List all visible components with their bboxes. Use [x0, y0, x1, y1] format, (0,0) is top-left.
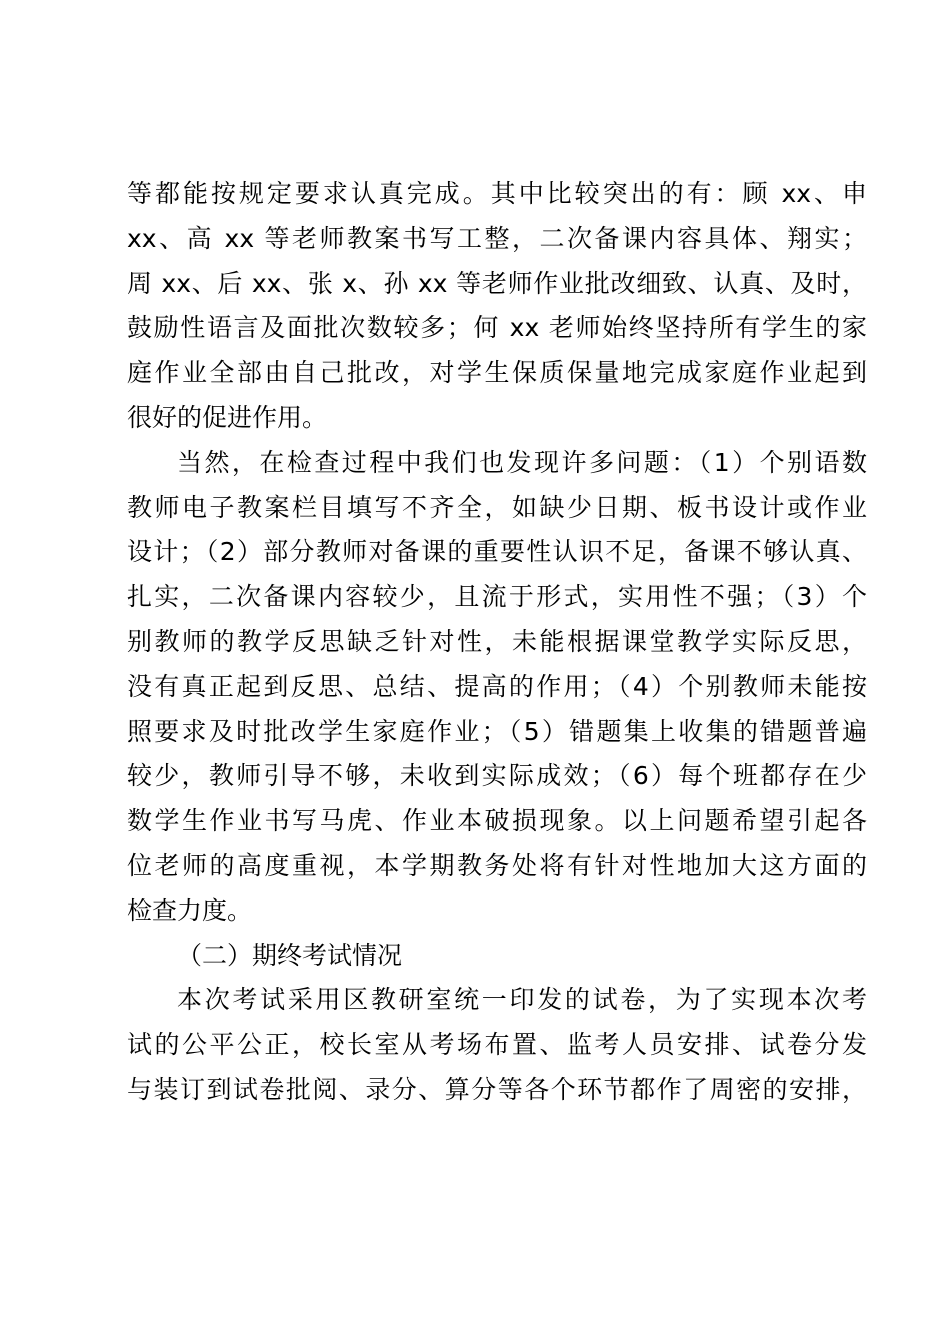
text-line: 数学生作业书写马虎、作业本破损现象。以上问题希望引起各: [127, 806, 867, 836]
text-line: 试的公平公正，校长室从考场布置、监考人员安排、试卷分发: [127, 1030, 867, 1060]
paragraph-exam-arrangement: [127, 978, 867, 1112]
text-line: 庭作业全部由自己批改，对学生保质保量地完成家庭作业起到: [127, 358, 867, 388]
text-line: 鼓励性语言及面批次数较多；何 xx 老师始终坚持所有学生的家: [127, 313, 867, 343]
section-heading-final-exam: [127, 934, 867, 979]
text-line: 较少，教师引导不够，未收到实际成效；（6）每个班都存在少: [127, 761, 867, 791]
document-body: [127, 172, 867, 1113]
section-heading: （二）期终考试情况: [177, 940, 403, 970]
text-line: 本次考试采用区教研室统一印发的试卷，为了实现本次考: [177, 985, 867, 1015]
text-line: 当然，在检查过程中我们也发现许多问题：（1）个别语数: [177, 447, 867, 477]
text-line: 位老师的高度重视，本学期教务处将有针对性地加大这方面的: [127, 850, 867, 880]
text-line: 检查力度。: [127, 895, 253, 925]
text-line: 照要求及时批改学生家庭作业；（5）错题集上收集的错题普遍: [127, 716, 867, 746]
text-line: 没有真正起到反思、总结、提高的作用；（4）个别教师未能按: [127, 671, 867, 701]
text-line: 设计；（2）部分教师对备课的重要性认识不足，备课不够认真、: [127, 537, 867, 567]
paragraph-problems-found: [127, 441, 867, 934]
text-line: 教师电子教案栏目填写不齐全，如缺少日期、板书设计或作业: [127, 492, 867, 522]
text-line: 等都能按规定要求认真完成。其中比较突出的有：顾 xx、申: [127, 179, 867, 208]
text-line: xx、高 xx 等老师教案书写工整，二次备课内容具体、翔实；: [127, 223, 867, 253]
paragraph-teacher-highlights: [127, 172, 867, 441]
text-line: 周 xx、后 xx、张 x、孙 xx 等老师作业批改细致、认真、及时，: [127, 268, 867, 298]
text-line: 与装订到试卷批阅、录分、算分等各个环节都作了周密的安排，: [127, 1074, 867, 1104]
text-line: 很好的促进作用。: [127, 402, 328, 432]
text-line: 扎实，二次备课内容较少，且流于形式，实用性不强；（3）个: [127, 582, 867, 612]
text-line: 别教师的教学反思缺乏针对性，未能根据课堂教学实际反思，: [127, 626, 867, 656]
